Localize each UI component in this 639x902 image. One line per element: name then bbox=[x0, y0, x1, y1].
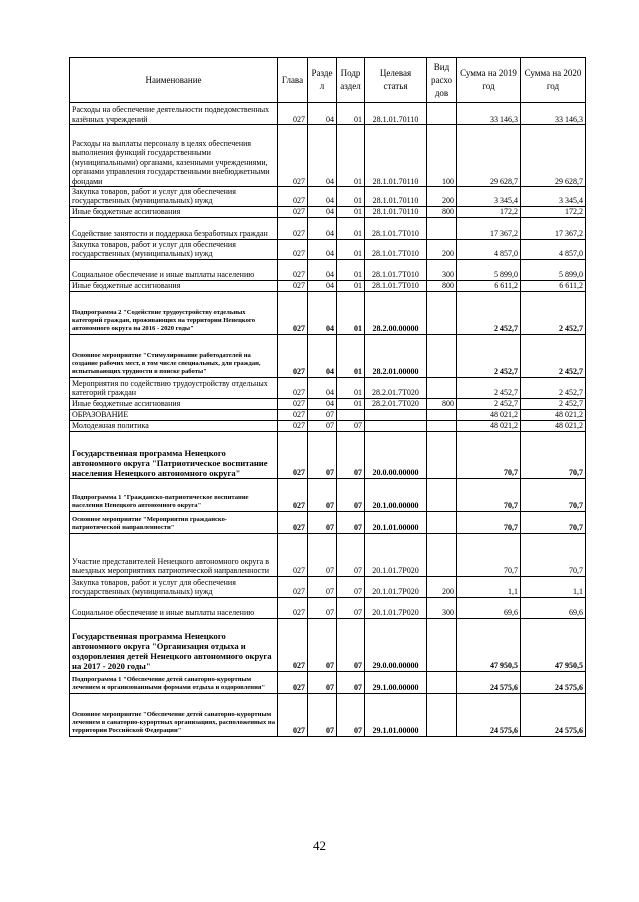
table-row bbox=[70, 576, 586, 597]
row-name: Участие представителей Ненецкого автономного округа в выездных мероприятиях патриотической направленности bbox=[70, 533, 278, 576]
row-sum-2019: 2 452,7 bbox=[457, 377, 521, 398]
row-name: Иные бюджетные ассигнования bbox=[70, 398, 278, 409]
row-target: 20.1.01.7Р020 bbox=[365, 533, 427, 576]
row-section: 07 bbox=[308, 693, 337, 736]
row-sum-2019: 70,7 bbox=[457, 511, 521, 533]
row-name: Подпрограмма 1 "Обеспечение детей санаторно-курортным лечением и организованными формами отдыха и оздоровления" bbox=[70, 671, 278, 693]
row-expense-type: 300 bbox=[427, 259, 457, 280]
row-chapter: 027 bbox=[278, 187, 308, 207]
row-target: 28.1.01.70110 bbox=[365, 206, 427, 217]
row-chapter: 027 bbox=[278, 511, 308, 533]
row-sum-2020: 172,2 bbox=[521, 206, 586, 217]
row-subsection: 07 bbox=[337, 671, 365, 693]
row-chapter: 027 bbox=[278, 597, 308, 618]
row-sum-2020: 1,1 bbox=[521, 576, 586, 597]
row-target: 28.2.01.7Т020 bbox=[365, 398, 427, 409]
header-expense-type: Вид расхо дов bbox=[427, 58, 457, 103]
header-subsection: Подр аздел bbox=[337, 58, 365, 103]
row-target: 28.1.01.70110 bbox=[365, 103, 427, 125]
row-sum-2019: 172,2 bbox=[457, 206, 521, 217]
row-chapter: 027 bbox=[278, 259, 308, 280]
row-section: 04 bbox=[308, 280, 337, 291]
row-name: Государственная программа Ненецкого автономного округа "Организация отдыха и оздоровления детей Ненецкого автономного округа на 2017 - 2020 годы" bbox=[70, 618, 278, 671]
page-number: 42 bbox=[313, 838, 326, 853]
row-section: 07 bbox=[308, 618, 337, 671]
row-name: Социальное обеспечение и иные выплаты населению bbox=[70, 259, 278, 280]
table-row bbox=[70, 693, 586, 736]
row-subsection: 01 bbox=[337, 291, 365, 334]
row-target: 20.1.01.00000 bbox=[365, 511, 427, 533]
row-name: Подпрограмма 2 "Содействие трудоустройству отдельных категорий граждан, проживающих на территории Ненецкого автономного округа на 2016 - 2020 годы" bbox=[70, 291, 278, 334]
row-expense-type bbox=[427, 618, 457, 671]
row-name: Основное мероприятие "Мероприятия гражданско-патриотической направленности" bbox=[70, 511, 278, 533]
row-target: 29.0.00.00000 bbox=[365, 618, 427, 671]
row-sum-2020: 2 452,7 bbox=[521, 291, 586, 334]
row-sum-2019: 24 575,6 bbox=[457, 671, 521, 693]
row-sum-2019: 2 452,7 bbox=[457, 291, 521, 334]
row-subsection: 01 bbox=[337, 125, 365, 187]
row-name: Расходы на выплаты персоналу в целях обеспечения выполнения функций государственными (муниципальными) органами, казенными учреждениями, органами управления государственными внебюджетными фондами bbox=[70, 125, 278, 187]
row-subsection: 07 bbox=[337, 420, 365, 431]
row-section: 04 bbox=[308, 239, 337, 259]
row-sum-2020: 24 575,6 bbox=[521, 671, 586, 693]
row-target: 28.1.01.70110 bbox=[365, 125, 427, 187]
row-subsection bbox=[337, 409, 365, 420]
table-row bbox=[70, 334, 586, 377]
row-chapter: 027 bbox=[278, 409, 308, 420]
table-row bbox=[70, 671, 586, 693]
row-expense-type: 200 bbox=[427, 239, 457, 259]
row-sum-2020: 2 452,7 bbox=[521, 377, 586, 398]
row-sum-2020: 70,7 bbox=[521, 478, 586, 511]
budget-table bbox=[69, 57, 586, 737]
row-chapter: 027 bbox=[278, 206, 308, 217]
table-row bbox=[70, 420, 586, 431]
table-row bbox=[70, 239, 586, 259]
row-target: 29.1.00.00000 bbox=[365, 671, 427, 693]
header-section: Разде л bbox=[308, 58, 337, 103]
row-sum-2019: 70,7 bbox=[457, 478, 521, 511]
table-row bbox=[70, 280, 586, 291]
row-target: 20.0.00.00000 bbox=[365, 431, 427, 478]
row-subsection: 01 bbox=[337, 206, 365, 217]
row-expense-type: 100 bbox=[427, 125, 457, 187]
row-section: 04 bbox=[308, 259, 337, 280]
row-sum-2019: 4 857,0 bbox=[457, 239, 521, 259]
row-subsection: 01 bbox=[337, 398, 365, 409]
row-expense-type bbox=[427, 533, 457, 576]
row-target: 28.1.01.7Т010 bbox=[365, 217, 427, 239]
row-chapter: 027 bbox=[278, 576, 308, 597]
row-target: 28.1.01.7Т010 bbox=[365, 259, 427, 280]
row-sum-2020: 70,7 bbox=[521, 511, 586, 533]
row-sum-2019: 33 146,3 bbox=[457, 103, 521, 125]
row-section: 07 bbox=[308, 431, 337, 478]
row-sum-2019: 69,6 bbox=[457, 597, 521, 618]
row-expense-type: 800 bbox=[427, 206, 457, 217]
row-sum-2020: 33 146,3 bbox=[521, 103, 586, 125]
row-sum-2019: 17 367,2 bbox=[457, 217, 521, 239]
row-name: Молодежная политика bbox=[70, 420, 278, 431]
row-subsection: 07 bbox=[337, 533, 365, 576]
row-sum-2019: 5 899,0 bbox=[457, 259, 521, 280]
row-sum-2019: 24 575,6 bbox=[457, 693, 521, 736]
row-chapter: 027 bbox=[278, 693, 308, 736]
row-expense-type: 200 bbox=[427, 187, 457, 207]
row-target: 28.2.01.7Т020 bbox=[365, 377, 427, 398]
row-chapter: 027 bbox=[278, 239, 308, 259]
row-chapter: 027 bbox=[278, 377, 308, 398]
table-row bbox=[70, 597, 586, 618]
row-sum-2020: 3 345,4 bbox=[521, 187, 586, 207]
row-expense-type bbox=[427, 671, 457, 693]
row-subsection: 07 bbox=[337, 693, 365, 736]
row-expense-type bbox=[427, 217, 457, 239]
row-sum-2019: 70,7 bbox=[457, 533, 521, 576]
table-row bbox=[70, 398, 586, 409]
row-chapter: 027 bbox=[278, 217, 308, 239]
row-section: 04 bbox=[308, 125, 337, 187]
row-chapter: 027 bbox=[278, 431, 308, 478]
row-sum-2019: 48 021,2 bbox=[457, 409, 521, 420]
row-subsection: 01 bbox=[337, 217, 365, 239]
row-name: Основное мероприятие "Стимулирование работодателей на создание рабочих мест, в том числе специальных, для граждан, испытывающих трудности в поиске работы" bbox=[70, 334, 278, 377]
header-chapter: Глава bbox=[278, 58, 308, 103]
table-row bbox=[70, 431, 586, 478]
row-name: Иные бюджетные ассигнования bbox=[70, 206, 278, 217]
row-sum-2020: 47 950,5 bbox=[521, 618, 586, 671]
row-subsection: 01 bbox=[337, 103, 365, 125]
row-sum-2020: 17 367,2 bbox=[521, 217, 586, 239]
table-row bbox=[70, 187, 586, 207]
row-chapter: 027 bbox=[278, 280, 308, 291]
header-name: Наименование bbox=[70, 58, 278, 103]
row-section: 07 bbox=[308, 597, 337, 618]
row-sum-2019: 70,7 bbox=[457, 431, 521, 478]
table-row bbox=[70, 125, 586, 187]
row-chapter: 027 bbox=[278, 420, 308, 431]
row-target bbox=[365, 420, 427, 431]
row-chapter: 027 bbox=[278, 291, 308, 334]
row-subsection: 01 bbox=[337, 259, 365, 280]
row-sum-2019: 48 021,2 bbox=[457, 420, 521, 431]
row-expense-type bbox=[427, 334, 457, 377]
row-expense-type bbox=[427, 511, 457, 533]
row-subsection: 07 bbox=[337, 618, 365, 671]
row-expense-type: 200 bbox=[427, 576, 457, 597]
row-section: 07 bbox=[308, 409, 337, 420]
row-expense-type bbox=[427, 103, 457, 125]
row-sum-2019: 29 628,7 bbox=[457, 125, 521, 187]
row-name: Расходы на обеспечение деятельности подведомственных казённых учреждений bbox=[70, 103, 278, 125]
row-target: 28.1.01.7Т010 bbox=[365, 239, 427, 259]
row-sum-2020: 48 021,2 bbox=[521, 409, 586, 420]
row-section: 04 bbox=[308, 206, 337, 217]
row-target: 20.1.00.00000 bbox=[365, 478, 427, 511]
row-name: Подпрограмма 1 "Гражданско-патриотическое воспитание населения Ненецкого автономного округа" bbox=[70, 478, 278, 511]
row-name: Закупка товаров, работ и услуг для обеспечения государственных (муниципальных) нужд bbox=[70, 187, 278, 207]
table-row bbox=[70, 103, 586, 125]
row-chapter: 027 bbox=[278, 618, 308, 671]
row-section: 04 bbox=[308, 103, 337, 125]
row-subsection: 01 bbox=[337, 187, 365, 207]
table-body bbox=[70, 103, 586, 737]
table-row bbox=[70, 618, 586, 671]
row-chapter: 027 bbox=[278, 533, 308, 576]
row-chapter: 027 bbox=[278, 671, 308, 693]
row-sum-2020: 5 899,0 bbox=[521, 259, 586, 280]
row-section: 04 bbox=[308, 334, 337, 377]
row-sum-2020: 70,7 bbox=[521, 431, 586, 478]
row-target: 28.2.00.00000 bbox=[365, 291, 427, 334]
row-section: 04 bbox=[308, 398, 337, 409]
row-expense-type: 800 bbox=[427, 398, 457, 409]
row-chapter: 027 bbox=[278, 334, 308, 377]
row-sum-2020: 48 021,2 bbox=[521, 420, 586, 431]
row-expense-type bbox=[427, 431, 457, 478]
row-sum-2020: 69,6 bbox=[521, 597, 586, 618]
row-name: Иные бюджетные ассигнования bbox=[70, 280, 278, 291]
row-expense-type bbox=[427, 377, 457, 398]
row-sum-2019: 6 611,2 bbox=[457, 280, 521, 291]
table-row bbox=[70, 377, 586, 398]
header-sum-2020: Сумма на 2020 год bbox=[521, 58, 586, 103]
row-section: 07 bbox=[308, 478, 337, 511]
table-row bbox=[70, 206, 586, 217]
row-sum-2020: 4 857,0 bbox=[521, 239, 586, 259]
row-name: Закупка товаров, работ и услуг для обеспечения государственных (муниципальных) нужд bbox=[70, 576, 278, 597]
row-target: 28.2.01.00000 bbox=[365, 334, 427, 377]
row-expense-type bbox=[427, 478, 457, 511]
row-section: 07 bbox=[308, 671, 337, 693]
row-expense-type: 800 bbox=[427, 280, 457, 291]
row-name: Социальное обеспечение и иные выплаты населению bbox=[70, 597, 278, 618]
table-row bbox=[70, 511, 586, 533]
row-section: 04 bbox=[308, 217, 337, 239]
row-expense-type bbox=[427, 409, 457, 420]
row-sum-2020: 24 575,6 bbox=[521, 693, 586, 736]
row-target: 29.1.01.00000 bbox=[365, 693, 427, 736]
row-target: 20.1.01.7Р020 bbox=[365, 576, 427, 597]
row-sum-2020: 29 628,7 bbox=[521, 125, 586, 187]
row-sum-2019: 47 950,5 bbox=[457, 618, 521, 671]
row-section: 04 bbox=[308, 377, 337, 398]
row-name: Содействие занятости и поддержка безработных граждан bbox=[70, 217, 278, 239]
row-section: 07 bbox=[308, 511, 337, 533]
row-expense-type bbox=[427, 693, 457, 736]
header-sum-2019: Сумма на 2019 год bbox=[457, 58, 521, 103]
row-expense-type bbox=[427, 291, 457, 334]
row-name: Государственная программа Ненецкого автономного округа "Патриотическое воспитание населения Ненецкого автономного округа" bbox=[70, 431, 278, 478]
table-row bbox=[70, 291, 586, 334]
row-subsection: 01 bbox=[337, 280, 365, 291]
row-sum-2019: 2 452,7 bbox=[457, 334, 521, 377]
row-section: 07 bbox=[308, 420, 337, 431]
row-name: Закупка товаров, работ и услуг для обеспечения государственных (муниципальных) нужд bbox=[70, 239, 278, 259]
table-row bbox=[70, 409, 586, 420]
row-expense-type bbox=[427, 420, 457, 431]
row-sum-2019: 1,1 bbox=[457, 576, 521, 597]
row-sum-2019: 3 345,4 bbox=[457, 187, 521, 207]
table-header-row bbox=[70, 58, 586, 103]
row-subsection: 01 bbox=[337, 239, 365, 259]
row-subsection: 01 bbox=[337, 334, 365, 377]
row-sum-2020: 6 611,2 bbox=[521, 280, 586, 291]
row-sum-2019: 2 452,7 bbox=[457, 398, 521, 409]
row-chapter: 027 bbox=[278, 398, 308, 409]
row-chapter: 027 bbox=[278, 103, 308, 125]
row-subsection: 01 bbox=[337, 377, 365, 398]
row-section: 04 bbox=[308, 291, 337, 334]
header-target: Целевая статья bbox=[365, 58, 427, 103]
row-name: ОБРАЗОВАНИЕ bbox=[70, 409, 278, 420]
row-chapter: 027 bbox=[278, 125, 308, 187]
row-sum-2020: 2 452,7 bbox=[521, 334, 586, 377]
table-row bbox=[70, 259, 586, 280]
row-subsection: 07 bbox=[337, 431, 365, 478]
row-subsection: 07 bbox=[337, 597, 365, 618]
row-expense-type: 300 bbox=[427, 597, 457, 618]
row-subsection: 07 bbox=[337, 511, 365, 533]
table-row bbox=[70, 478, 586, 511]
row-subsection: 07 bbox=[337, 576, 365, 597]
row-name: Основное мероприятие "Обеспечение детей санаторно-курортным лечением в санаторно-курортных организациях, расположенных на территории Российской Федерации" bbox=[70, 693, 278, 736]
row-target: 20.1.01.7Р020 bbox=[365, 597, 427, 618]
row-name: Мероприятия по содействию трудоустройству отдельных категорий граждан bbox=[70, 377, 278, 398]
row-target: 28.1.01.7Т010 bbox=[365, 280, 427, 291]
row-target bbox=[365, 409, 427, 420]
row-sum-2020: 2 452,7 bbox=[521, 398, 586, 409]
row-chapter: 027 bbox=[278, 478, 308, 511]
row-sum-2020: 70,7 bbox=[521, 533, 586, 576]
row-subsection: 07 bbox=[337, 478, 365, 511]
row-section: 07 bbox=[308, 533, 337, 576]
row-section: 07 bbox=[308, 576, 337, 597]
table-row bbox=[70, 217, 586, 239]
row-section: 04 bbox=[308, 187, 337, 207]
table-row bbox=[70, 533, 586, 576]
row-target: 28.1.01.70110 bbox=[365, 187, 427, 207]
